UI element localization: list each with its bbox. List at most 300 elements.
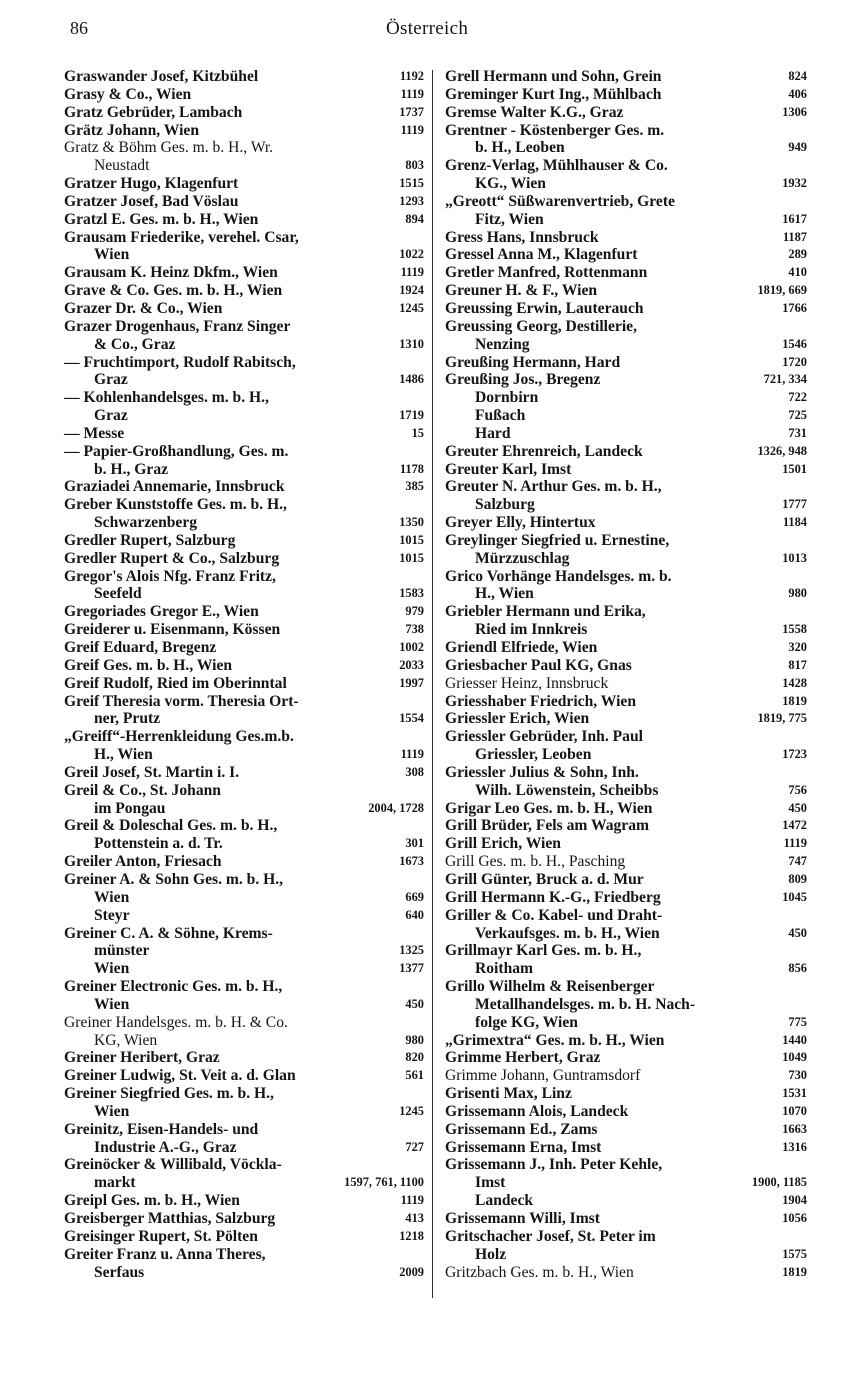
- entry-number: 1119: [400, 86, 424, 101]
- entry-number: 2033: [399, 657, 424, 672]
- page-title: Österreich: [386, 18, 469, 39]
- directory-entry: [64, 104, 424, 122]
- entry-name: Grausam Friederike, verehel. Csar,: [64, 228, 299, 246]
- entry-name: Schwarzenberg: [94, 514, 198, 532]
- entry-name: Gredler Rupert, Salzburg: [64, 531, 236, 549]
- directory-entry: [445, 86, 807, 104]
- entry-number: 1720: [782, 354, 807, 369]
- directory-entry: [64, 1228, 424, 1246]
- directory-entry: [445, 371, 807, 389]
- directory-entry: [445, 104, 807, 122]
- entry-number: 1486: [399, 372, 424, 387]
- entry-number: 1326, 948: [757, 443, 807, 458]
- entry-number: 1002: [399, 640, 424, 654]
- entry-name: Serfaus: [94, 1263, 145, 1281]
- directory-entry: [64, 229, 424, 247]
- directory-entry: [64, 675, 424, 693]
- entry-number: 1501: [782, 461, 807, 476]
- entry-number: 824: [788, 69, 807, 83]
- entry-number: 1819: [782, 693, 807, 708]
- directory-entry: [64, 425, 424, 443]
- entry-name: Greiler Anton, Friesach: [64, 853, 222, 871]
- entry-name: Grissemann Willi, Imst: [445, 1210, 600, 1227]
- entry-number: 669: [405, 889, 424, 904]
- entry-number: 1558: [782, 622, 807, 637]
- entry-name: — Messe: [64, 424, 125, 442]
- entry-number: 1015: [399, 550, 424, 565]
- entry-number: 1932: [782, 176, 807, 191]
- entry-number: 1719: [399, 408, 424, 423]
- entry-name: Dornbirn: [475, 389, 539, 407]
- entry-name: Griesbacher Paul KG, Gnas: [445, 656, 632, 674]
- entry-number: 1554: [399, 711, 424, 726]
- entry-name: Wien: [94, 888, 130, 906]
- entry-name: Neustadt: [94, 157, 150, 175]
- entry-number: 1904: [782, 1193, 807, 1208]
- directory-entry: [64, 782, 424, 800]
- directory-entry: [445, 1067, 807, 1085]
- entry-name: Grentner - Köstenberger Ges. m.: [445, 121, 665, 139]
- directory-entry: [445, 139, 807, 157]
- entry-name: Greif Ges. m. b. H., Wien: [64, 656, 233, 674]
- entry-name: — Papier-Großhandlung, Ges. m.: [64, 442, 289, 460]
- directory-entry: [64, 942, 424, 960]
- directory-entry: [445, 1246, 807, 1264]
- entry-name: Wien: [94, 246, 130, 264]
- entry-name: Greiner Siegfried Ges. m. b. H.,: [64, 1085, 274, 1103]
- directory-entry: [64, 960, 424, 978]
- directory-entry: [445, 1049, 807, 1067]
- entry-number: 320: [788, 640, 807, 654]
- entry-name: Industrie A.-G., Graz: [94, 1138, 237, 1156]
- entry-name: Greiner Ludwig, St. Veit a. d. Glan: [64, 1067, 296, 1085]
- directory-entry: [64, 354, 424, 372]
- entry-name: Grasy & Co., Wien: [64, 85, 192, 103]
- directory-entry: [64, 514, 424, 532]
- entry-name: Greber Kunststoffe Ges. m. b. H.,: [64, 496, 287, 514]
- entry-number: 1515: [399, 176, 424, 191]
- entry-name: Grell Hermann und Sohn, Grein: [445, 68, 662, 85]
- entry-number: 1597, 761, 1100: [344, 1175, 424, 1190]
- directory-entry: [64, 621, 424, 639]
- entry-name: — Kohlenhandelsges. m. b. H.,: [64, 389, 269, 407]
- entry-name: Greinöcker & Willibald, Vöckla-: [64, 1156, 282, 1174]
- entry-name: Gregoriades Gregor E., Wien: [64, 603, 259, 621]
- directory-entry: [64, 1210, 424, 1228]
- entry-number: 1428: [782, 675, 807, 690]
- directory-entry: [64, 585, 424, 603]
- entry-name: Gratz Gebrüder, Lambach: [64, 103, 243, 121]
- entry-name: Greif Rudolf, Ried im Oberinntal: [64, 674, 287, 692]
- directory-entry: [445, 639, 807, 657]
- directory-entry: [64, 1174, 424, 1192]
- entry-name: Greipl Ges. m. b. H., Wien: [64, 1192, 240, 1210]
- directory-entry: [64, 282, 424, 300]
- directory-entry: [64, 407, 424, 425]
- entry-name: Grissemann Alois, Landeck: [445, 1102, 629, 1120]
- directory-entry: [445, 728, 807, 746]
- directory-entry: [445, 229, 807, 247]
- entry-name: Grisenti Max, Linz: [445, 1085, 572, 1103]
- directory-entry: [445, 1121, 807, 1139]
- entry-number: 1218: [399, 1228, 424, 1243]
- entry-number: 1583: [399, 586, 424, 601]
- entry-name: Hard: [475, 424, 511, 442]
- entry-number: 450: [405, 996, 424, 1011]
- entry-name: Greiner A. & Sohn Ges. m. b. H.,: [64, 870, 284, 888]
- entry-number: 1184: [782, 515, 807, 530]
- directory-entry: [64, 532, 424, 550]
- directory-entry: [64, 728, 424, 746]
- entry-number: 385: [405, 479, 424, 494]
- entry-name: Greif Theresia vorm. Theresia Ort-: [64, 692, 299, 710]
- directory-entry: [445, 996, 807, 1014]
- directory-entry: [64, 889, 424, 907]
- directory-entry: [445, 782, 807, 800]
- directory-entry: [64, 300, 424, 318]
- entry-name: KG, Wien: [94, 1031, 158, 1049]
- directory-entry: [445, 817, 807, 835]
- entry-name: Griesser Heinz, Innsbruck: [445, 674, 609, 692]
- entry-name: Greuner H. & F., Wien: [445, 282, 598, 300]
- directory-entry: [445, 1228, 807, 1246]
- entry-name: Grenz-Verlag, Mühlhauser & Co.: [445, 157, 668, 175]
- entry-number: 1440: [782, 1032, 807, 1047]
- directory-entry: [64, 639, 424, 657]
- entry-number: 1049: [782, 1050, 807, 1065]
- entry-number: 1192: [399, 69, 424, 83]
- directory-entry: [64, 371, 424, 389]
- entry-number: 640: [405, 907, 424, 922]
- entry-name: Greylinger Siegfried u. Ernestine,: [445, 531, 670, 549]
- entry-number: 1306: [782, 104, 807, 119]
- directory-entry: [64, 907, 424, 925]
- directory-entry: [445, 389, 807, 407]
- entry-name: Gremse Walter K.G., Graz: [445, 103, 624, 121]
- entry-number: 1293: [399, 193, 424, 208]
- entry-number: 1900, 1185: [751, 1175, 807, 1190]
- entry-number: 15: [411, 425, 424, 440]
- entry-name: Wien: [94, 995, 130, 1013]
- entry-name: „Grimextra“ Ges. m. b. H., Wien: [445, 1031, 665, 1049]
- directory-entry: [64, 871, 424, 889]
- directory-entry: [64, 389, 424, 407]
- entry-number: 722: [788, 390, 807, 405]
- directory-entry: [64, 139, 424, 157]
- directory-entry: [64, 443, 424, 461]
- entry-name: H., Wien: [475, 585, 534, 603]
- entry-name: Griessler Julius & Sohn, Inh.: [445, 763, 639, 781]
- directory-entry: [445, 1139, 807, 1157]
- entry-number: 1119: [400, 1193, 424, 1208]
- directory-entry: [445, 122, 807, 140]
- directory-entry: [64, 1103, 424, 1121]
- directory-entry: [445, 907, 807, 925]
- directory-entry: [445, 568, 807, 586]
- entry-number: 980: [405, 1032, 424, 1047]
- entry-number: 727: [405, 1139, 424, 1154]
- entry-name: Gressel Anna M., Klagenfurt: [445, 246, 638, 264]
- directory-entry: [445, 889, 807, 907]
- directory-entry: [445, 871, 807, 889]
- entry-number: 1617: [782, 211, 807, 226]
- directory-entry: [445, 443, 807, 461]
- entry-name: b. H., Leoben: [475, 139, 565, 157]
- directory-entry: [64, 211, 424, 229]
- entry-name: Griebler Hermann und Erika,: [445, 603, 646, 621]
- entry-name: Graz: [94, 371, 128, 389]
- entry-name: Landeck: [475, 1192, 534, 1210]
- directory-entry: [64, 246, 424, 264]
- directory-entry: [445, 603, 807, 621]
- entry-number: 738: [405, 622, 424, 637]
- directory-entry: [445, 925, 807, 943]
- entry-number: 1377: [399, 961, 424, 976]
- entry-number: 1819, 775: [757, 711, 807, 726]
- entry-number: 731: [788, 425, 807, 440]
- entry-name: Grazer Dr. & Co., Wien: [64, 299, 223, 317]
- entry-name: Greyer Elly, Hintertux: [445, 514, 596, 532]
- directory-entry: [445, 710, 807, 728]
- directory-entry: [64, 318, 424, 336]
- entry-name: Grissemann Ed., Zams: [445, 1120, 598, 1138]
- entry-name: Graz: [94, 407, 128, 425]
- directory-entry: [445, 68, 807, 86]
- entry-number: 1819, 669: [757, 283, 807, 298]
- entry-number: 1531: [782, 1086, 807, 1101]
- directory-entry: [445, 157, 807, 175]
- entry-number: 730: [788, 1068, 807, 1083]
- entry-name: Gredler Rupert & Co., Salzburg: [64, 549, 280, 567]
- entry-name: Grimme Herbert, Graz: [445, 1049, 601, 1067]
- entry-name: Greiner Handelsges. m. b. H. & Co.: [64, 1013, 288, 1031]
- entry-name: Grissemann J., Inh. Peter Kehle,: [445, 1156, 663, 1174]
- directory-entry: [445, 461, 807, 479]
- entry-name: Wilh. Löwenstein, Scheibbs: [475, 781, 659, 799]
- directory-entry: [64, 175, 424, 193]
- directory-entry: [64, 264, 424, 282]
- entry-number: 1119: [400, 265, 424, 280]
- directory-entry: [445, 193, 807, 211]
- directory-entry: [64, 1121, 424, 1139]
- entry-number: 1575: [782, 1246, 807, 1261]
- entry-number: 1350: [399, 515, 424, 530]
- entry-name: Griller & Co. Kabel- und Draht-: [445, 906, 663, 924]
- entry-number: 803: [405, 158, 424, 173]
- directory-entry: [445, 1032, 807, 1050]
- entry-number: 1310: [399, 336, 424, 351]
- entry-number: 561: [405, 1068, 424, 1083]
- directory-entry: [64, 461, 424, 479]
- directory-entry: [64, 853, 424, 871]
- entry-number: 1015: [399, 532, 424, 547]
- directory-entry: [445, 657, 807, 675]
- entry-name: Seefeld: [94, 585, 142, 603]
- directory-entry: [64, 764, 424, 782]
- directory-entry: [445, 550, 807, 568]
- directory-entry: [445, 1014, 807, 1032]
- entry-name: Greuter Ehrenreich, Landeck: [445, 442, 643, 460]
- directory-entry: [64, 603, 424, 621]
- directory-entry: [64, 1192, 424, 1210]
- entry-name: Graswander Josef, Kitzbühel: [64, 68, 259, 85]
- entry-number: 1119: [400, 747, 424, 762]
- entry-name: Gress Hans, Innsbruck: [445, 228, 599, 246]
- directory-entry: [445, 853, 807, 871]
- entry-number: 1070: [782, 1103, 807, 1118]
- directory-entry: [64, 496, 424, 514]
- entry-name: Greiner Heribert, Graz: [64, 1049, 220, 1067]
- entry-number: 1245: [399, 1103, 424, 1118]
- directory-entry: [445, 746, 807, 764]
- entry-name: ner, Prutz: [94, 710, 161, 728]
- entry-number: 1245: [399, 300, 424, 315]
- entry-name: im Pongau: [94, 799, 166, 817]
- directory-entry: [64, 1085, 424, 1103]
- directory-entry: [445, 282, 807, 300]
- entry-number: 1045: [782, 889, 807, 904]
- directory-entry: [64, 157, 424, 175]
- entry-name: „Greiff“-Herrenkleidung Ges.m.b.: [64, 728, 294, 746]
- entry-name: Pottenstein a. d. Tr.: [94, 835, 223, 853]
- directory-entry: [445, 211, 807, 229]
- directory-entry: [445, 478, 807, 496]
- entry-name: Fitz, Wien: [475, 210, 544, 228]
- entry-name: Griendl Elfriede, Wien: [445, 639, 598, 656]
- entry-number: 1056: [782, 1211, 807, 1225]
- entry-name: Gratz & Böhm Ges. m. b. H., Wr.: [64, 139, 274, 157]
- entry-number: 1187: [782, 229, 807, 244]
- directory-entry: [64, 835, 424, 853]
- entry-number: 301: [405, 836, 424, 851]
- directory-entry: [64, 568, 424, 586]
- entry-number: 289: [788, 247, 807, 262]
- entry-name: KG., Wien: [475, 175, 546, 193]
- entry-name: Mürzzuschlag: [475, 549, 570, 567]
- entry-name: Gregor's Alois Nfg. Franz Fritz,: [64, 567, 276, 585]
- directory-entry: [445, 942, 807, 960]
- entry-name: Metallhandelsges. m. b. H. Nach-: [475, 995, 696, 1013]
- entry-name: Grissemann Erna, Imst: [445, 1138, 602, 1156]
- directory-entry: [64, 746, 424, 764]
- entry-name: Greisinger Rupert, St. Pölten: [64, 1227, 258, 1245]
- entry-name: Greußing Jos., Bregenz: [445, 371, 601, 389]
- entry-name: Grillmayr Karl Ges. m. b. H.,: [445, 942, 642, 960]
- entry-name: Greiner Electronic Ges. m. b. H.,: [64, 978, 283, 996]
- entry-name: Greil Josef, St. Martin i. I.: [64, 763, 240, 781]
- entry-name: Grazer Drogenhaus, Franz Singer: [64, 317, 291, 335]
- directory-entry: [64, 710, 424, 728]
- directory-entry: [64, 336, 424, 354]
- directory-entry: [445, 835, 807, 853]
- entry-name: Gratzl E. Ges. m. b. H., Wien: [64, 210, 259, 228]
- directory-entry: [64, 1139, 424, 1157]
- entry-number: 809: [788, 871, 807, 886]
- column-divider: [432, 70, 433, 1298]
- directory-entry: [64, 122, 424, 140]
- directory-entry: [445, 407, 807, 425]
- entry-number: 1673: [399, 854, 424, 869]
- directory-entry: [64, 1246, 424, 1264]
- entry-name: Greinitz, Eisen-Handels- und: [64, 1120, 259, 1138]
- entry-name: & Co., Graz: [94, 335, 176, 353]
- entry-number: 1178: [399, 461, 424, 476]
- directory-entry: [64, 478, 424, 496]
- right-column: [445, 68, 807, 1281]
- entry-number: 817: [788, 657, 807, 672]
- directory-entry: [445, 764, 807, 782]
- entry-number: 2004, 1728: [368, 800, 424, 815]
- directory-entry: [445, 800, 807, 818]
- entry-name: Greif Eduard, Bregenz: [64, 639, 217, 656]
- entry-number: 410: [788, 265, 807, 280]
- entry-number: 450: [788, 800, 807, 815]
- entry-name: Fußach: [475, 407, 526, 425]
- directory-entry: [445, 246, 807, 264]
- entry-name: Grave & Co. Ges. m. b. H., Wien: [64, 282, 283, 300]
- entry-number: 820: [405, 1050, 424, 1065]
- directory-entry: [64, 1264, 424, 1282]
- directory-entry: [445, 300, 807, 318]
- directory-entry: [445, 693, 807, 711]
- entry-name: Grausam K. Heinz Dkfm., Wien: [64, 264, 278, 282]
- entry-name: Grimme Johann, Guntramsdorf: [445, 1067, 641, 1085]
- entry-name: Grill Erich, Wien: [445, 835, 561, 853]
- entry-number: 1819: [782, 1264, 807, 1279]
- entry-name: Grico Vorhänge Handelsges. m. b.: [445, 567, 672, 585]
- entry-name: Roitham: [475, 960, 534, 978]
- entry-name: Griessler Gebrüder, Inh. Paul: [445, 728, 643, 746]
- entry-name: Holz: [475, 1245, 507, 1263]
- entry-name: folge KG, Wien: [475, 1013, 578, 1031]
- entry-number: 1766: [782, 300, 807, 315]
- entry-name: Gritzbach Ges. m. b. H., Wien: [445, 1263, 634, 1281]
- entry-name: Grill Hermann K.-G., Friedberg: [445, 888, 661, 906]
- entry-name: Grigar Leo Ges. m. b. H., Wien: [445, 799, 653, 817]
- entry-number: 406: [788, 86, 807, 101]
- entry-number: 1924: [399, 283, 424, 298]
- entry-number: 1663: [782, 1121, 807, 1136]
- directory-entry: [445, 264, 807, 282]
- entry-number: 1472: [782, 818, 807, 833]
- entry-name: Wien: [94, 960, 130, 978]
- entry-name: Greil & Co., St. Johann: [64, 781, 221, 799]
- directory-entry: [445, 960, 807, 978]
- directory-entry: [64, 800, 424, 818]
- entry-name: Graziadei Annemarie, Innsbruck: [64, 478, 285, 496]
- entry-name: Greuter Karl, Imst: [445, 460, 572, 478]
- entry-name: Gretler Manfred, Rottenmann: [445, 264, 648, 282]
- entry-name: Griessler Erich, Wien: [445, 710, 590, 728]
- directory-entry: [64, 1049, 424, 1067]
- entry-number: 775: [788, 1014, 807, 1029]
- directory-entry: [64, 657, 424, 675]
- entry-name: Griessler, Leoben: [475, 746, 592, 764]
- entry-number: 2009: [399, 1264, 424, 1279]
- directory-entry: [64, 925, 424, 943]
- entry-number: 1013: [782, 550, 807, 565]
- entry-number: 1022: [399, 247, 424, 262]
- entry-name: Wien: [94, 1102, 130, 1120]
- directory-entry: [445, 336, 807, 354]
- entry-name: Greisberger Matthias, Salzburg: [64, 1210, 276, 1227]
- entry-number: 1546: [782, 336, 807, 351]
- directory-entry: [445, 1210, 807, 1228]
- directory-entry: [445, 496, 807, 514]
- directory-entry: [445, 1192, 807, 1210]
- entry-name: Verkaufsges. m. b. H., Wien: [475, 924, 660, 942]
- entry-name: Grill Brüder, Fels am Wagram: [445, 817, 650, 835]
